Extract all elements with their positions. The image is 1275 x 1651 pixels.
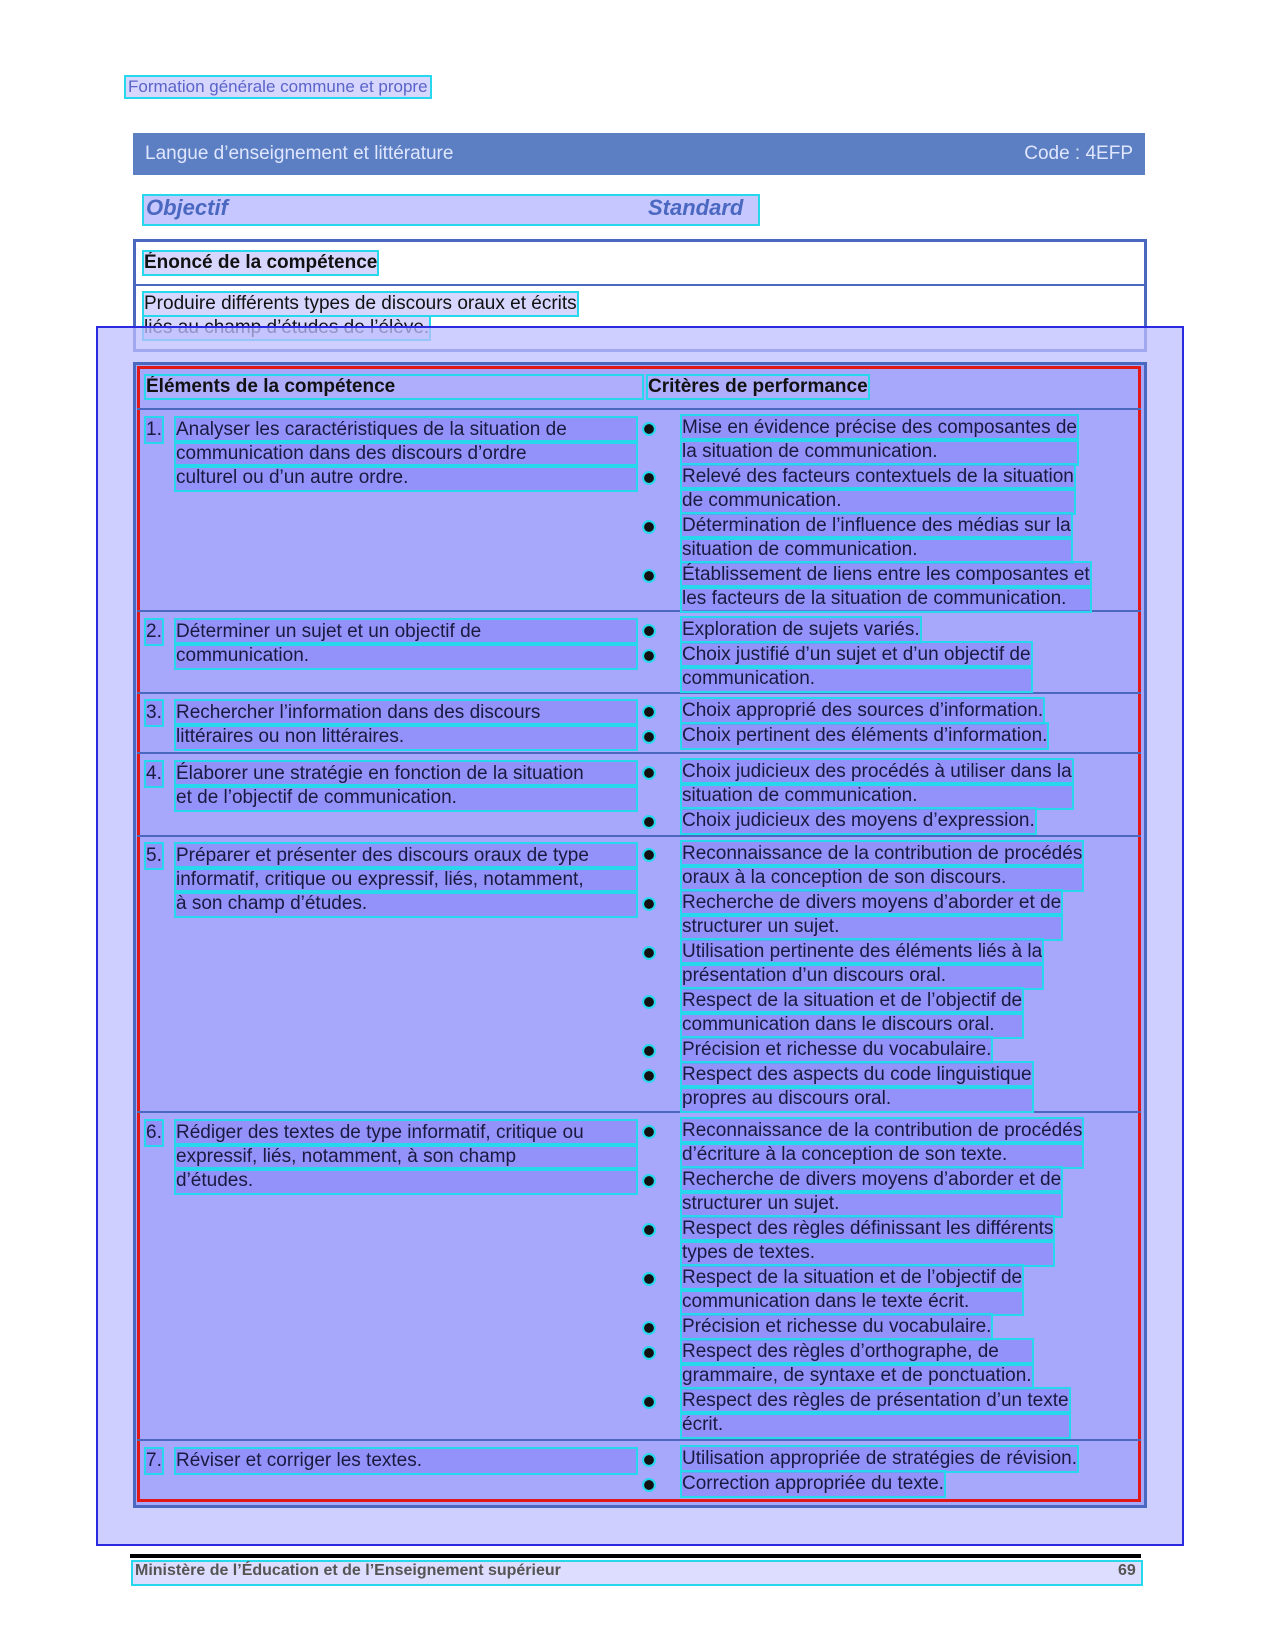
row-separator (137, 692, 1141, 694)
bullet-icon (644, 1071, 654, 1081)
element-text-line: Rechercher l’information dans des discours (176, 701, 636, 725)
element-text-line: Élaborer une stratégie en fonction de la situation (176, 762, 636, 786)
performance-criterion (682, 809, 1035, 833)
criterion-line: communication. (682, 667, 1031, 691)
course-title: Langue d’enseignement et littérature (145, 143, 454, 164)
performance-criterion (682, 1038, 991, 1062)
element-text-line: informatif, critique ou expressif, liés, notamment, (176, 868, 636, 892)
criterion-line: d’écriture à la conception de son texte. (682, 1143, 1082, 1167)
criterion-line: Détermination de l’influence des médias sur la (682, 515, 1071, 536)
criterion-line: Précision et richesse du vocabulaire. (682, 1316, 992, 1337)
criterion-line: Choix justifié d’un sujet et d’un objectif de (682, 644, 1031, 665)
bullet-icon (644, 571, 654, 581)
competence-statement-line: Produire différents types de discours oraux et écrits (144, 293, 577, 314)
standard-label: Standard (648, 195, 744, 220)
element-number: 2. (146, 621, 162, 642)
performance-criterion (682, 940, 1042, 988)
bullet-icon (644, 948, 654, 958)
element-text-line: communication dans des discours d’ordre (176, 442, 636, 466)
column-header-elements: Éléments de la compétence (146, 376, 642, 398)
criterion-line: Recherche de divers moyens d’aborder et de (682, 892, 1062, 913)
criterion-line: Respect des règles d’orthographe, de (682, 1340, 1032, 1364)
bullet-icon (644, 651, 654, 661)
bullet-icon (644, 522, 654, 532)
element-number: 6. (146, 1122, 162, 1143)
performance-criterion (682, 465, 1074, 513)
bullet-icon (644, 1348, 654, 1358)
element-text (176, 844, 636, 916)
performance-criterion (682, 514, 1071, 562)
criterion-line: communication dans le discours oral. (682, 1013, 1022, 1037)
criterion-line: Respect des aspects du code linguistique (682, 1064, 1032, 1085)
bullet-icon (644, 768, 654, 778)
performance-criterion (682, 618, 920, 642)
bullet-icon (644, 424, 654, 434)
bullet-icon (644, 1176, 654, 1186)
bullet-icon (644, 732, 654, 742)
criterion-line: situation de communication. (682, 784, 1072, 808)
element-text-line: Rédiger des textes de type informatif, critique ou (176, 1121, 636, 1145)
performance-criterion (682, 563, 1090, 611)
criterion-line: types de textes. (682, 1241, 1053, 1265)
element-text-line: et de l’objectif de communication. (176, 786, 636, 810)
criterion-line: Précision et richesse du vocabulaire. (682, 1039, 992, 1060)
criterion-line: Choix judicieux des procédés à utiliser dans la (682, 761, 1072, 782)
row-separator (137, 1111, 1141, 1113)
criterion-line: propres au discours oral. (682, 1087, 1032, 1111)
element-text-line: expressif, liés, notamment, à son champ (176, 1145, 636, 1169)
performance-criterion (682, 989, 1022, 1037)
bullet-icon (644, 1046, 654, 1056)
bullet-icon (644, 473, 654, 483)
criterion-line: Utilisation appropriée de stratégies de révision. (682, 1448, 1077, 1469)
competence-heading: Énoncé de la compétence (144, 252, 378, 273)
criterion-line: Choix judicieux des moyens d’expression. (682, 810, 1035, 831)
criterion-line: structurer un sujet. (682, 1192, 1061, 1216)
criterion-line: la situation de communication. (682, 440, 1077, 464)
element-text (176, 762, 636, 810)
element-text (176, 1121, 636, 1193)
criterion-line: Mise en évidence précise des composantes de (682, 417, 1078, 438)
performance-criterion (682, 1447, 1077, 1471)
bullet-icon (644, 1455, 654, 1465)
element-text (176, 1449, 636, 1473)
criterion-line: les facteurs de la situation de communication. (682, 587, 1090, 611)
criterion-line: Respect des règles définissant les différents (682, 1218, 1054, 1239)
element-number: 5. (146, 845, 162, 866)
element-text-line: culturel ou d’un autre ordre. (176, 466, 636, 490)
element-text-line: littéraires ou non littéraires. (176, 725, 636, 749)
bullet-icon (644, 899, 654, 909)
bullet-icon (644, 626, 654, 636)
criterion-line: Reconnaissance de la contribution de procédés (682, 1120, 1083, 1141)
element-text-line: Déterminer un sujet et un objectif de (176, 620, 636, 644)
element-number: 7. (146, 1450, 162, 1471)
element-number: 3. (146, 702, 162, 723)
criterion-line: Correction appropriée du texte. (682, 1473, 944, 1494)
bullet-icon (644, 1397, 654, 1407)
row-separator (137, 835, 1141, 837)
performance-criterion (682, 1266, 1022, 1314)
performance-criterion (682, 891, 1061, 939)
performance-criterion (682, 842, 1082, 890)
element-text-line: à son champ d’études. (176, 892, 636, 916)
element-text-line: Analyser les caractéristiques de la situation de (176, 418, 636, 442)
row-separator (137, 752, 1141, 754)
performance-criterion (682, 1168, 1061, 1216)
criterion-line: oraux à la conception de son discours. (682, 866, 1082, 890)
criterion-line: situation de communication. (682, 538, 1071, 562)
criterion-line: Utilisation pertinente des éléments liés à la (682, 941, 1043, 962)
criterion-line: Relevé des facteurs contextuels de la situation (682, 466, 1074, 487)
footer-publisher: Ministère de l’Éducation et de l’Enseignement supérieur (135, 1562, 561, 1579)
criterion-line: Choix approprié des sources d’information. (682, 700, 1044, 721)
criterion-line: de communication. (682, 489, 1074, 513)
criterion-line: communication dans le texte écrit. (682, 1290, 1022, 1314)
criterion-line: Choix pertinent des éléments d’information. (682, 725, 1048, 746)
bullet-icon (644, 850, 654, 860)
element-text-line: communication. (176, 644, 636, 668)
criterion-line: Reconnaissance de la contribution de procédés (682, 843, 1083, 864)
section-header: Formation générale commune et propre (128, 77, 428, 96)
performance-criterion (682, 1217, 1053, 1265)
footer-rule (130, 1554, 1141, 1558)
performance-criterion (682, 699, 1043, 723)
bullet-icon (644, 1274, 654, 1284)
criterion-line: Respect des règles de présentation d’un texte (682, 1390, 1069, 1411)
performance-criterion (682, 1063, 1032, 1111)
page-number: 69 (1118, 1562, 1136, 1579)
performance-criterion (682, 643, 1031, 691)
element-number: 1. (146, 419, 162, 440)
bullet-icon (644, 707, 654, 717)
element-text (176, 418, 636, 490)
performance-criterion (682, 1340, 1032, 1388)
row-separator (137, 1439, 1141, 1441)
element-text-line: d’études. (176, 1169, 636, 1193)
criterion-line: Respect de la situation et de l’objectif de (682, 990, 1023, 1011)
course-code: Code : 4EFP (1024, 143, 1133, 164)
element-number: 4. (146, 763, 162, 784)
performance-criterion (682, 1315, 991, 1339)
element-text-line: Réviser et corriger les textes. (176, 1449, 636, 1473)
bullet-icon (644, 1127, 654, 1137)
criterion-line: présentation d’un discours oral. (682, 964, 1042, 988)
performance-criterion (682, 1472, 944, 1496)
performance-criterion (682, 760, 1072, 808)
bullet-icon (644, 817, 654, 827)
criterion-line: écrit. (682, 1413, 1069, 1437)
bullet-icon (644, 997, 654, 1007)
criterion-line: Respect de la situation et de l’objectif de (682, 1267, 1023, 1288)
bullet-icon (644, 1480, 654, 1490)
bullet-icon (644, 1225, 654, 1235)
row-separator (137, 408, 1141, 410)
criterion-line: Établissement de liens entre les composantes et (682, 564, 1090, 585)
criterion-line: Exploration de sujets variés. (682, 619, 920, 640)
course-banner (133, 133, 1145, 175)
bullet-icon (644, 1323, 654, 1333)
column-header-criteres: Critères de performance (648, 376, 868, 397)
performance-criterion (682, 416, 1077, 464)
element-text (176, 620, 636, 668)
element-text-line: Préparer et présenter des discours oraux de type (176, 844, 636, 868)
performance-criterion (682, 1389, 1069, 1437)
element-text (176, 701, 636, 749)
performance-criterion (682, 1119, 1082, 1167)
objectif-label: Objectif (146, 195, 228, 220)
criterion-line: grammaire, de syntaxe et de ponctuation. (682, 1365, 1032, 1386)
competence-divider (136, 284, 1144, 286)
criterion-line: Recherche de divers moyens d’aborder et de (682, 1169, 1062, 1190)
performance-criterion (682, 724, 1047, 748)
criterion-line: structurer un sujet. (682, 915, 1061, 939)
